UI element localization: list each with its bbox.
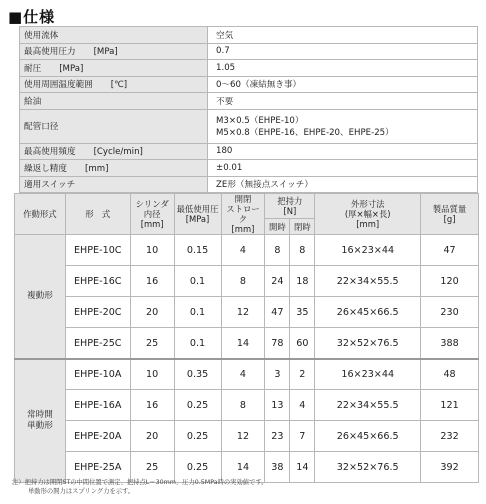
cell-model: EHPE-20C (65, 297, 130, 328)
cell-grip-open: 13 (265, 390, 290, 421)
cell-stroke: 12 (221, 297, 265, 328)
cell-dimensions: 26×45×66.5 (315, 297, 421, 328)
cell-grip-open: 24 (265, 266, 290, 297)
action-type: 常時開 単動形 (15, 359, 66, 483)
header-model: 形 式 (65, 194, 130, 235)
cell-stroke: 4 (221, 359, 265, 390)
cell-bore: 16 (130, 390, 174, 421)
header-grip-open: 開時 (265, 218, 290, 234)
cell-bore: 25 (130, 328, 174, 359)
cell-min-pressure: 0.35 (174, 359, 221, 390)
cell-min-pressure: 0.25 (174, 390, 221, 421)
spec-value: 0.7 (208, 43, 478, 60)
cell-grip-open: 38 (265, 452, 290, 483)
spec-label: 給油 (20, 93, 208, 110)
spec-label: 使用周囲温度範囲 [℃] (20, 76, 208, 93)
spec-unit: [MPa] (59, 63, 84, 74)
cell-stroke: 14 (221, 452, 265, 483)
spec-row (20, 143, 478, 160)
header-action: 作動形式 (15, 194, 66, 235)
header-grip-force: 把持力 [N] (265, 194, 315, 219)
cell-min-pressure: 0.25 (174, 452, 221, 483)
cell-grip-close: 8 (290, 235, 315, 266)
cell-dimensions: 16×23×44 (315, 359, 421, 390)
table-row (15, 266, 479, 297)
header-min-pressure: 最低使用圧 [MPa] (174, 194, 221, 235)
spec-label: 使用流体 (20, 27, 208, 44)
spec-unit: [Cycle/min] (93, 147, 143, 158)
cell-model: EHPE-25C (65, 328, 130, 359)
model-table (14, 193, 479, 483)
cell-grip-close: 4 (290, 390, 315, 421)
spec-row (20, 93, 478, 110)
cell-grip-open: 78 (265, 328, 290, 359)
cell-dimensions: 32×52×76.5 (315, 452, 421, 483)
cell-grip-close: 7 (290, 421, 315, 452)
cell-dimensions: 26×45×66.5 (315, 421, 421, 452)
cell-grip-close: 2 (290, 359, 315, 390)
cell-min-pressure: 0.25 (174, 421, 221, 452)
footnote-line: 注）把持力は開閉STの中間位置で測定、把持点L＝30mm、圧力0.5MPa時の実効値です。 (12, 479, 268, 486)
spec-row (20, 176, 478, 193)
cell-stroke: 4 (221, 235, 265, 266)
spec-label: 配管口径 (20, 109, 208, 143)
section-title: ■仕様 (8, 8, 56, 26)
cell-min-pressure: 0.1 (174, 328, 221, 359)
spec-row (20, 43, 478, 60)
header-stroke: 開閉 ストローク [mm] (221, 194, 265, 235)
action-type: 複動形 (15, 235, 66, 359)
cell-model: EHPE-16A (65, 390, 130, 421)
spec-row (20, 76, 478, 93)
cell-stroke: 8 (221, 390, 265, 421)
cell-min-pressure: 0.15 (174, 235, 221, 266)
cell-mass: 232 (421, 421, 479, 452)
cell-grip-open: 47 (265, 297, 290, 328)
cell-mass: 120 (421, 266, 479, 297)
cell-bore: 20 (130, 297, 174, 328)
cell-grip-open: 8 (265, 235, 290, 266)
cell-grip-close: 14 (290, 452, 315, 483)
header-bore: シリンダ 内径 [mm] (130, 194, 174, 235)
cell-grip-close: 18 (290, 266, 315, 297)
header-grip-close: 閉時 (290, 218, 315, 234)
spec-row (20, 160, 478, 177)
cell-model: EHPE-25A (65, 452, 130, 483)
table-row (15, 297, 479, 328)
spec-label: 耐圧 [MPa] (20, 60, 208, 77)
spec-value: ±0.01 (208, 160, 478, 177)
cell-dimensions: 22×34×55.5 (315, 390, 421, 421)
spec-row (20, 60, 478, 77)
cell-mass: 230 (421, 297, 479, 328)
spec-value: M3×0.5（EHPE-10） M5×0.8（EHPE-16、EHPE-20、EHPE-25） (208, 109, 478, 143)
cell-mass: 48 (421, 359, 479, 390)
header-mass: 製品質量 [g] (421, 194, 479, 235)
cell-mass: 47 (421, 235, 479, 266)
spec-unit: [mm] (84, 163, 109, 174)
cell-grip-close: 60 (290, 328, 315, 359)
cell-mass: 121 (421, 390, 479, 421)
spec-table (19, 26, 478, 193)
cell-mass: 392 (421, 452, 479, 483)
spec-label: 最高使用圧力 [MPa] (20, 43, 208, 60)
cell-dimensions: 16×23×44 (315, 235, 421, 266)
cell-model: EHPE-10A (65, 359, 130, 390)
table-row (15, 328, 479, 359)
cell-bore: 16 (130, 266, 174, 297)
spec-value: ZE形（無接点スイッチ） (208, 176, 478, 193)
spec-value: 0～60（凍結無き事） (208, 76, 478, 93)
cell-model: EHPE-10C (65, 235, 130, 266)
spec-label: 適用スイッチ (20, 176, 208, 193)
cell-model: EHPE-20A (65, 421, 130, 452)
cell-bore: 20 (130, 421, 174, 452)
cell-mass: 388 (421, 328, 479, 359)
spec-row (20, 27, 478, 44)
table-row (15, 359, 479, 390)
footnote (12, 478, 482, 496)
cell-dimensions: 32×52×76.5 (315, 328, 421, 359)
spec-value: 1.05 (208, 60, 478, 77)
spec-label: 最高使用頻度 [Cycle/min] (20, 143, 208, 160)
header-dimensions: 外形寸法 (厚×幅×長) [mm] (315, 194, 421, 235)
cell-dimensions: 22×34×55.5 (315, 266, 421, 297)
cell-bore: 10 (130, 235, 174, 266)
spec-unit: [℃] (110, 80, 128, 91)
footnote-line: 単動形の開力はスプリング力を示す。 (28, 488, 135, 495)
table-row (15, 390, 479, 421)
spec-unit: [MPa] (93, 47, 118, 58)
spec-value: 180 (208, 143, 478, 160)
cell-stroke: 14 (221, 328, 265, 359)
spec-value: 空気 (208, 27, 478, 44)
cell-grip-close: 35 (290, 297, 315, 328)
cell-bore: 10 (130, 359, 174, 390)
cell-grip-open: 23 (265, 421, 290, 452)
cell-model: EHPE-16C (65, 266, 130, 297)
cell-min-pressure: 0.1 (174, 266, 221, 297)
spec-row (20, 109, 478, 143)
table-row (15, 235, 479, 266)
table-row (15, 421, 479, 452)
spec-label: 繰返し精度 [mm] (20, 160, 208, 177)
spec-value: 不要 (208, 93, 478, 110)
cell-stroke: 12 (221, 421, 265, 452)
cell-bore: 25 (130, 452, 174, 483)
cell-grip-open: 3 (265, 359, 290, 390)
cell-min-pressure: 0.1 (174, 297, 221, 328)
cell-stroke: 8 (221, 266, 265, 297)
